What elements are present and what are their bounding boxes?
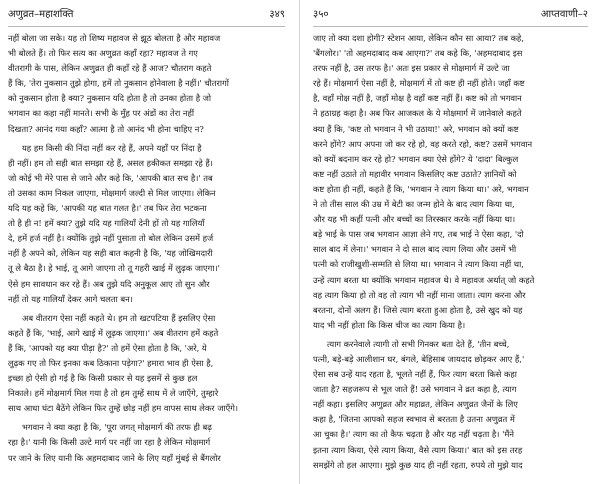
- text-line: उन्हें त्याग बरता था क्योंकि भगवान महावज थे। वे महावज अर्थात् जो कहते: [313, 274, 535, 285]
- text-line: तो उसका काम निकल जाएगा, मोक्षमार्ग जल्दी से मिल जाएगा। लेकिन: [8, 187, 216, 198]
- page-number: ३४९: [269, 9, 285, 20]
- right-page-header: [313, 6, 588, 27]
- text-line: कहते हैं कि, 'भाई, आगे खाई में लुढ़क जाएगा।' अब वीतराग हमें कहते: [8, 327, 219, 338]
- text-line: वह त्याग किया हो तो वह तो त्याग भी नहीं माना जाता। त्याग करना और: [313, 289, 526, 300]
- paragraph: [8, 420, 285, 465]
- text-line: दे, हमें हर्ज नहीं है। क्योंकि तुझे नहीं पुसाता तो बोल लेकिन उसमें हर्ज: [8, 233, 214, 244]
- text-line: याद भी नहीं होता कि किस चीज का त्याग किया है।: [313, 319, 466, 330]
- text-line: कष्ट होता ही नहीं, कहते हैं कि, 'भगवान ने त्याग किया था।' अरे, भगवान: [313, 183, 529, 194]
- text-line: नहीं कहा। इसलिए अणुव्रत और महाव्रत, लेकिन अणुव्रत जैनों के लिए: [313, 399, 518, 410]
- text-line: साथ आधा घंटा बैठेंगे लेकिन फिर तुम्हें छोड़ नहीं हम वापस साथ लेकर जाएँगे।: [8, 403, 239, 414]
- text-line: जाता है? सहजरूप से भूल जाते हैं! उसे भगवान ने व्रत कहा है, त्याग: [313, 384, 517, 395]
- text-line: हैं कि, 'तेरा नुकसान तुझे होगा, हमें तो नुकसान होनेवाला है नहीं।' चौतरागों: [8, 78, 229, 89]
- text-line: अब वीतराग ऐसा नहीं कहते थे। हम तो खटपटिया हैं इसलिए ऐसा: [22, 312, 216, 323]
- paragraph: [8, 141, 285, 307]
- text-line: तो है ही न! हमें क्या? तुझे यदि यह गालियाँ देनी हों तो यह गालियाँ: [8, 218, 205, 229]
- text-line: रहा है।' यानी कि किसी उल्टे मार्ग पर नहीं जा रहा है लेकिन मोक्षमार्ग: [8, 437, 211, 448]
- text-line: को क्यों बदनाम कर रहे हो? भगवान क्या ऐसे होंगे? ये 'दादा' बिल्कुल: [313, 153, 519, 164]
- text-line: यह हम किसी की निंदा नहीं कर रहे हैं, अपने यहाँ पर निंदा है: [22, 142, 202, 153]
- text-line: है, वहाँ मोक्ष नहीं है, जहाँ मोक्ष है वहाँ कष्ट नहीं हैं। कष्ट को तो भगवान: [313, 93, 522, 104]
- paragraph: [313, 337, 588, 473]
- text-line: लुढ़क गए तो फिर इनका कब ठिकाना पड़ेगा?' हमारा भाव ही ऐसा है,: [8, 357, 214, 368]
- paragraph: [8, 311, 285, 417]
- text-line: त्याग करनेवाले त्यागी तो सभी गिनकर बता देते हैं, 'तीन बच्चे,: [327, 338, 510, 349]
- text-line: निकाले। हमें मोक्षमार्ग मिल गया है तो हम तुम्हें साथ में ले जाएँगे, तुम्हारे: [8, 388, 219, 399]
- text-line: 'बैंगलोर।' 'तो अहमदाबाद कब आएगा?' तब कहे कि, 'अहमदाबाद इस: [313, 48, 523, 59]
- text-line: करने होंगे? आप अपना जो कर रहे हो, वह करते रहो, कष्ट? उसमें भगवान: [313, 138, 533, 149]
- text-line: बड़े भाई के पास जब भगवान आज्ञा लेने गए, तब भाई ने ऐसा कहा, 'दो: [313, 229, 524, 240]
- text-line: इतना त्याग किया, ऐसे त्याग किया, वैसे त्याग किया।' बात को इस तरह: [313, 444, 523, 455]
- paragraph: [313, 31, 588, 333]
- text-line: और यह भी कहीं पत्नी और बच्चों का तिरस्कार करके नहीं किया था।: [313, 214, 516, 225]
- text-line: बरतना, दोनों अलग हैं। जिसे त्याग बरता हुआ होता है, उसे खुद को यह: [313, 304, 523, 315]
- text-line: इच्छा हो ऐसी हो गई है कि किसी प्रकार से यह इसमें से कुछ हल: [8, 373, 198, 384]
- text-line: को नुकसान होता है क्या? नुकसान यदि होता है तो उनका होता है जो: [8, 93, 212, 104]
- left-page-body: [8, 31, 285, 466]
- text-line: जो कोई भी मेरे पास से जाने और कहे कि, 'आपकी बात सच है।' तब: [8, 172, 213, 183]
- text-line: क्या हैं कि, 'कष्ट तो भगवान ने भी उठाया!' अरे, भगवान को क्यों कष्ट: [313, 123, 519, 134]
- text-line: भगवान ने क्या कहा है कि, 'पूरा जगत् मोक्षमार्ग की तरफ ही बढ़: [22, 422, 212, 433]
- left-page-header: [8, 6, 285, 27]
- text-line: जाए तो क्या दशा होगी? स्टेशन आया, लेकिन कौन सा आया? तब कहे,: [313, 33, 524, 43]
- text-line: ही नहीं। हम तो सही बात समझा रहे हैं, असल हकीकत समझा रहे हैं।: [8, 157, 213, 168]
- text-line: भी बोलते हैं। तो फिर सत्य का अणुव्रत कहाँ रहा? महावज ते गए: [8, 48, 198, 59]
- text-line: समझेंगे तो हल आएगा। मुझे कुछ याद ही नहीं रहता, रुपये तो मुझे याद: [313, 459, 523, 470]
- right-page: [299, 0, 598, 484]
- running-title: अणुव्रत–महाशक्ति: [8, 9, 74, 20]
- text-line: यदि यह कहे कि, 'आपकी यह बात गलत है।' तब फिर तेरा भटकना: [8, 203, 207, 214]
- text-line: ऐसे हम सावधान कर रहे हैं। अब तुझे यदि अनुकूल आए तो सुन और: [8, 278, 210, 289]
- text-line: ने तो तीस साल की उम्र में बेटी का जन्म होने के बाद त्याग किया था,: [313, 199, 515, 210]
- text-line: नहीं तो यह गालियाँ देकर आगे चलता बन।: [8, 293, 133, 304]
- right-page-body: [313, 31, 588, 473]
- running-title: आप्तवाणी–२: [540, 9, 588, 20]
- text-line: नहीं है अपने को, लेकिन यह सही बात कहनी है कि, 'यह जोखिमदारी: [8, 248, 213, 259]
- text-line: पत्नी को राजीखुशी-सम्मति से लिया था। भगवान ने त्याग किया नहीं था,: [313, 259, 524, 270]
- text-line: आ चुका है।' त्याग का तो कैफ चढ़ता है और यह नहीं चढ़ता है। 'मैंने: [313, 429, 514, 440]
- paragraph: [8, 31, 285, 137]
- text-line: ने हठाग्रह कहा है। अब फिर आजकल के ये मोक्षमार्ग में जानेवाले कहते: [313, 108, 522, 119]
- text-line: ऐसा सब उन्हें याद रहता है, भूलते नहीं हैं, फिर त्याग बरता किसे कहा: [313, 369, 517, 380]
- text-line: भगवान का कहा नहीं मानते। सभी के मुँह पर अंडों का तेरा नहीं: [8, 108, 195, 119]
- text-line: कष्ट नहीं उठाते तो महावीर भगवान किसलिए कष्ट उठाते? ज्ञानियों को: [313, 168, 517, 179]
- text-line: रहे हैं। मोक्षमार्ग ऐसा नहीं है, मोक्षमार्ग में तो कष्ट ही नहीं होते। जहाँ कष्ट: [313, 78, 525, 89]
- text-line: पर जाने के लिए यानी कि अहमदाबाद जाने के लिए यहाँ मुंबई से बैंगलोर: [8, 452, 221, 463]
- text-line: कहा है, 'जितना आपको सहज स्वभाव से बरतता है उतना अणुव्रत में: [313, 414, 515, 425]
- left-page: [0, 0, 299, 484]
- text-line: वीतरागी के पास, लेकिन अणुव्रत ही कहाँ रहे हैं आज? चौतराग कहते: [8, 63, 212, 74]
- text-line: दिखता? आनंद गया कहाँ? आत्मा है तो आनंद भी होना चाहिए न?: [8, 123, 204, 134]
- text-line: तरफ नहीं है, उस तरफ है।' अतः इस प्रकार से मोक्षमार्ग में उल्टे जा: [313, 63, 510, 74]
- text-line: हैं कि, 'आपको यह क्या पीड़ा है?' तो हमें ऐसा होता है कि, 'अरे, ये: [8, 342, 207, 353]
- text-line: पत्नी, बड़े-बड़े आलीशान घर, बंगले, बेहिसाब जायदाद छोड़कर आए हैं,': [313, 353, 525, 364]
- text-line: तू ले बैठा है। हे भाई, तू आगे जाएगा तो तू गहरी खाई में लुढ़क जाएगा।': [8, 263, 220, 274]
- text-line: नहीं बोला जा सके। यह तो शिष्य महावज से झूठ बोलता है और महावज: [8, 33, 221, 43]
- page-number: ३५०: [313, 9, 329, 20]
- text-line: साल बाद में लेना।' भगवान ने दो साल बाद त्याग लिया और उसमें भी: [313, 244, 517, 255]
